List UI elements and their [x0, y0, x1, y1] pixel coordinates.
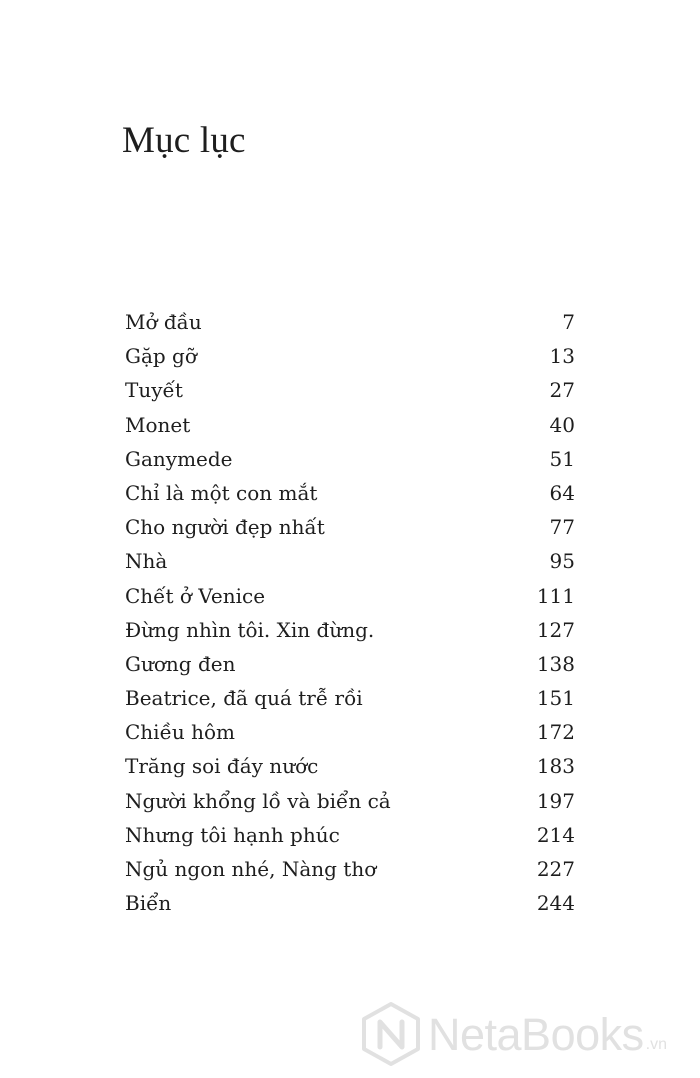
- toc-entry-page: 138: [536, 651, 575, 676]
- toc-entry: [125, 373, 575, 407]
- toc-entry-title: Beatrice, đã quá trễ rồi: [125, 686, 363, 711]
- toc-entry: [125, 510, 575, 544]
- toc-entry-page: 197: [536, 788, 575, 813]
- toc-entry-title: Ganymede: [125, 446, 233, 471]
- toc-entry: [125, 681, 575, 715]
- toc-entry-page: 77: [549, 515, 575, 540]
- toc-entry-title: Gặp gỡ: [125, 344, 197, 369]
- toc-entry-title: Chết ở Venice: [125, 583, 266, 608]
- toc-entry-title: Gương đen: [125, 651, 236, 676]
- toc-entry: [125, 647, 575, 681]
- toc-entry-title: Người khổng lồ và biển cả: [125, 788, 391, 813]
- toc-entry: [125, 818, 575, 852]
- toc-entry-page: 172: [536, 720, 575, 745]
- toc-entry-page: 227: [536, 857, 575, 881]
- toc-entry-page: 40: [549, 412, 575, 437]
- toc-entry-page: 27: [549, 378, 575, 403]
- toc-entry-title: Monet: [125, 412, 191, 437]
- toc-entry-title: Chỉ là một con mắt: [125, 480, 318, 505]
- toc-entry-title: Mở đầu: [125, 310, 202, 334]
- toc-entry: [125, 613, 575, 647]
- watermark-suffix: .vn: [645, 1036, 667, 1053]
- toc-entry: [125, 408, 575, 442]
- toc-entry-title: Ngủ ngon nhé, Nàng thơ: [125, 857, 377, 881]
- toc-entry-title: Trăng soi đáy nước: [125, 754, 319, 779]
- toc-entry-title: Tuyết: [125, 378, 183, 403]
- toc-entry-page: 244: [536, 891, 575, 916]
- toc-entry-title: Nhưng tôi hạnh phúc: [125, 822, 340, 847]
- netabooks-logo-icon: [360, 1001, 422, 1067]
- toc-entry-title: Chiều hôm: [125, 720, 236, 745]
- toc-entry: [125, 715, 575, 749]
- toc-entry: [125, 442, 575, 476]
- toc-entry-page: 7: [562, 310, 575, 334]
- toc-entry: [125, 886, 575, 920]
- toc-entry-page: 127: [536, 617, 575, 642]
- toc-entry-page: 214: [536, 822, 575, 847]
- toc-entry-title: Nhà: [125, 549, 168, 574]
- toc-entry: [125, 852, 575, 886]
- toc-entry: [125, 339, 575, 373]
- netabooks-watermark: [360, 1000, 690, 1068]
- toc-entry-title: Cho người đẹp nhất: [125, 515, 325, 540]
- toc-entry-page: 95: [549, 549, 575, 574]
- toc-entry-page: 64: [549, 480, 575, 505]
- toc-entry-title: Biển: [125, 891, 172, 916]
- watermark-brand: NetaBooks: [428, 1008, 644, 1060]
- toc-entry: [125, 579, 575, 613]
- page-title: Mục lục: [122, 120, 246, 161]
- toc-entry: [125, 784, 575, 818]
- toc-entry-page: 151: [536, 686, 575, 711]
- toc-entry-page: 183: [536, 754, 575, 779]
- toc-entry-title: Đừng nhìn tôi. Xin đừng.: [125, 617, 375, 642]
- toc-entry: [125, 476, 575, 510]
- toc-entry: [125, 749, 575, 783]
- table-of-contents: [125, 305, 575, 920]
- toc-entry: [125, 544, 575, 578]
- toc-entry: [125, 305, 575, 339]
- toc-entry-page: 51: [549, 446, 575, 471]
- toc-entry-page: 13: [549, 344, 575, 369]
- toc-entry-page: 111: [536, 583, 575, 608]
